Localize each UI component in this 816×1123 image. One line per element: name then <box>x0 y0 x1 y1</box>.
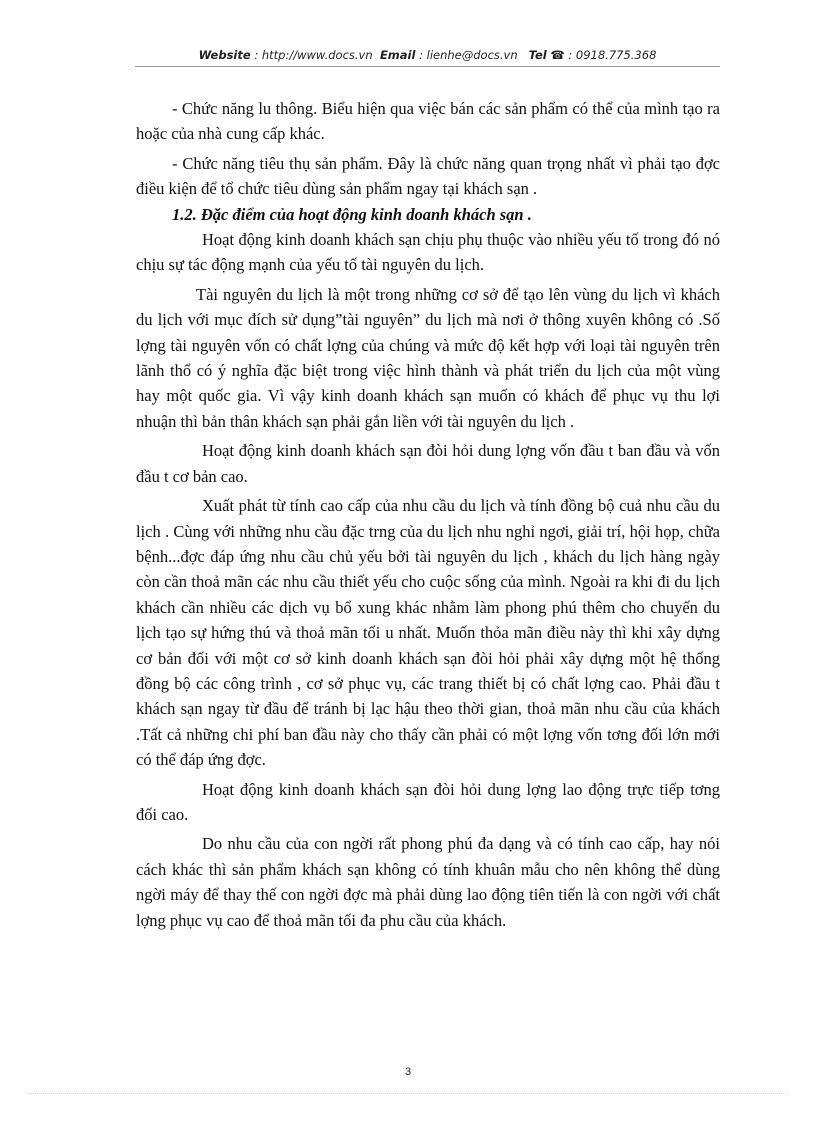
tel-value: : 0918.775.368 <box>568 48 657 62</box>
page-bottom-divider <box>28 1093 788 1094</box>
website-value[interactable]: : http://www.docs.vn <box>254 48 373 62</box>
paragraph-6: Xuất phát từ tính cao cấp của nhu cầu du lịch và tính đồng bộ cuả nhu cầu du lịch . Cùng với những nhu cầu đặc trng của du lịch nhu nghỉ ngơi, giải trí, hội họp, chữa bệnh...đợc đáp ứng nhu cầu chủ yếu bởi tài nguyên du lịch , khách du lịch hàng ngày còn cần thoả mãn các nhu cầu thiết yếu cho cuộc sống của mình. Ngoài ra khi đi du lịch khách cần nhiều các dịch vụ bổ xung khác nhằm làm phong phú thêm cho chuyến du lịch tạo sự hứng thú và thoả mãn tối u nhất. Muốn thỏa mãn điều này thì khi xây dựng cơ bản đối với một cơ sở kinh doanh khách sạn đòi hỏi phải xây dựng một hệ thống đồng bộ các công trình , cơ sở phục vụ, các trang thiết bị có chất lợng cao. Phải đầu t khách sạn ngay từ đầu để tránh bị lạc hậu theo thời gian, thoả mãn nhu cầu của khách .Tất cả những chi phí ban đầu này cho thấy cần phải có một lợng vốn tơng đối lớn mới có thể đáp ứng đợc. <box>136 496 720 770</box>
paragraph-3: Hoạt động kinh doanh khách sạn chịu phụ thuộc vào nhiều yếu tố trong đó nó chịu sự tác động mạnh của yếu tố tài nguyên du lịch. <box>136 230 720 275</box>
page-header <box>135 48 720 62</box>
paragraph-8: Do nhu cầu của con ngời rất phong phú đa dạng và có tính cao cấp, hay nói cách khác thì sản phẩm khách sạn không có tính khuân mẫu cho nên không thể dùng ngời máy để thay thế con ngời đợc mà phải dùng lao động tiên tiến là con ngời với chất lợng phục vụ cao để thoả mãn tối đa phu cầu của khách. <box>136 834 720 930</box>
page-number: 3 <box>404 1066 412 1078</box>
phone-icon: ☎ <box>550 48 565 62</box>
email-label: Email <box>379 48 416 62</box>
paragraph-4: Tài nguyên du lịch là một trong những cơ sở để tạo lên vùng du lịch vì khách du lịch với mục đích sử dụng”tài nguyên” du lịch mà nơi ở thông xuyên không có .Số lợng tài nguyên vốn có chất lợng của chúng và mức độ kết hợp với loại tài nguyên trên lãnh thổ có ý nghĩa đặc biệt trong việc hình thành và phát triển du lịch của một vùng hay một quốc gia. Vì vậy kinh doanh khách sạn muốn có khách để phục vụ thu lợi nhuận thì bản thân khách sạn phải gắn liền với tài nguyên du lịch . <box>136 284 720 431</box>
website-label: Website <box>198 48 251 62</box>
paragraph-1: - Chức năng lu thông. Biểu hiện qua việc bán các sản phẩm có thể của mình tạo ra hoặc của nhà cung cấp khác. <box>136 99 720 144</box>
email-value[interactable]: : lienhe@docs.vn <box>419 48 518 62</box>
tel-label: Tel <box>528 48 547 62</box>
paragraph-5: Hoạt động kinh doanh khách sạn đòi hỏi dung lợng vốn đầu t ban đầu và vốn đầu t cơ bản cao. <box>136 441 720 486</box>
header-divider <box>135 66 720 67</box>
paragraph-2: - Chức năng tiêu thụ sản phẩm. Đây là chức năng quan trọng nhất vì phải tạo đợc điều kiện để tổ chức tiêu dùng sản phẩm ngay tại khách sạn . <box>136 153 720 199</box>
section-heading: 1.2. Đặc điểm của hoạt động kinh doanh khách sạn . <box>172 204 532 224</box>
paragraph-7: Hoạt động kinh doanh khách sạn đòi hỏi dung lợng lao động trực tiếp tơng đối cao. <box>136 779 720 824</box>
document-body <box>136 96 720 933</box>
